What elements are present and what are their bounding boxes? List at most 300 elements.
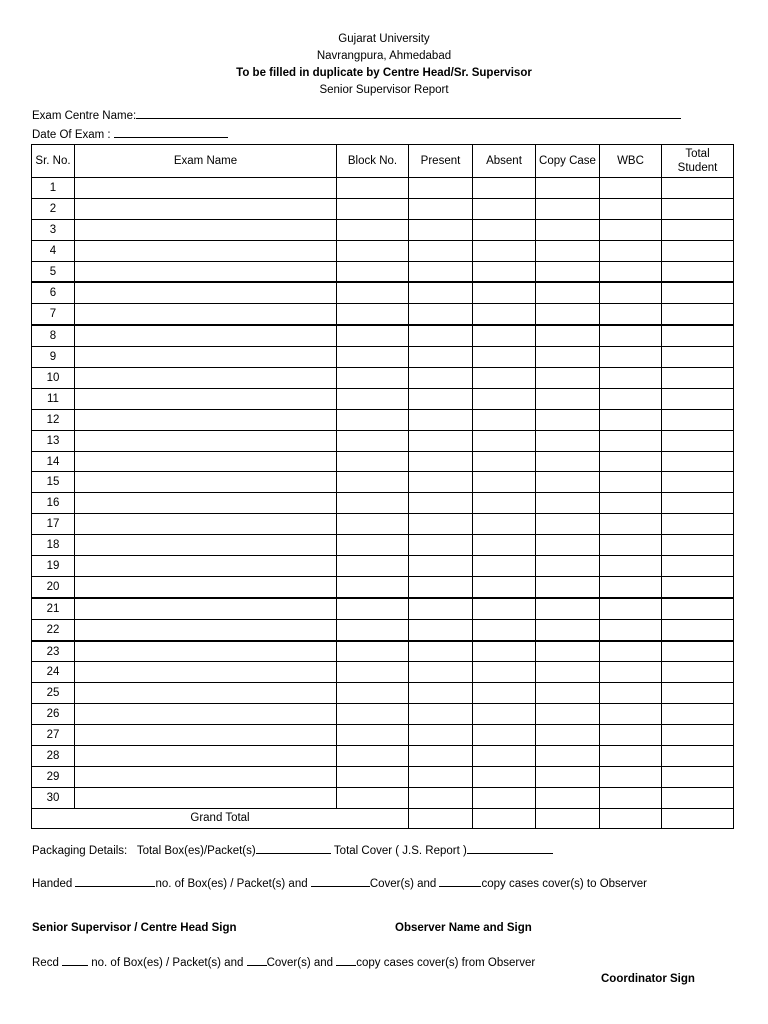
grand-total-cell[interactable] [662,808,734,828]
received-prefix: Recd [32,957,63,969]
sr-no-cell: 20 [32,576,75,597]
handed-part3: copy cases cover(s) to Observer [481,878,648,890]
handed-part2: Cover(s) and [369,878,440,890]
sr-no-cell: 27 [32,725,75,746]
entry-cell[interactable] [75,219,337,240]
entry-cell[interactable] [337,683,409,704]
entry-cell[interactable] [536,514,600,535]
entry-cell[interactable] [337,662,409,683]
entry-cell[interactable] [75,451,337,472]
exam-date-blank[interactable] [114,126,228,138]
entry-cell[interactable] [75,282,337,303]
entry-cell[interactable] [337,493,409,514]
entry-cell[interactable] [337,704,409,725]
entry-cell[interactable] [409,178,473,199]
entry-cell[interactable] [536,240,600,261]
entry-cell[interactable] [600,430,662,451]
entry-cell[interactable] [409,662,473,683]
entry-cell[interactable] [409,619,473,640]
entry-cell[interactable] [337,598,409,619]
col-header: Copy Case [536,145,600,178]
entry-cell[interactable] [337,472,409,493]
received-boxes-blank[interactable] [62,954,88,966]
entry-cell[interactable] [600,641,662,662]
entry-cell[interactable] [337,619,409,640]
col-header: Exam Name [75,145,337,178]
table-row [32,304,734,325]
entry-cell[interactable] [536,347,600,368]
table-row [32,198,734,219]
sr-no-cell: 12 [32,409,75,430]
entry-cell[interactable] [473,451,536,472]
exam-centre-blank[interactable] [136,107,681,119]
col-header: Block No. [337,145,409,178]
entry-cell[interactable] [473,576,536,597]
entry-cell[interactable] [536,662,600,683]
entry-cell[interactable] [600,766,662,787]
entry-cell[interactable] [600,198,662,219]
entry-cell[interactable] [409,683,473,704]
received-part1: no. of Box(es) / Packet(s) and [88,957,247,969]
entry-cell[interactable] [600,746,662,767]
entry-cell[interactable] [536,704,600,725]
entry-cell[interactable] [75,535,337,556]
entry-cell[interactable] [600,619,662,640]
entry-cell[interactable] [473,766,536,787]
entry-cell[interactable] [75,261,337,282]
entry-cell[interactable] [409,725,473,746]
col-header: Total Student [662,145,734,178]
entry-cell[interactable] [473,368,536,389]
entry-cell[interactable] [600,409,662,430]
table-row [32,430,734,451]
entry-cell[interactable] [337,178,409,199]
entry-cell[interactable] [662,219,734,240]
entry-cell[interactable] [75,619,337,640]
entry-cell[interactable] [473,514,536,535]
entry-cell[interactable] [75,641,337,662]
entry-cell[interactable] [473,240,536,261]
entry-cell[interactable] [662,493,734,514]
table-row [32,409,734,430]
table-row [32,662,734,683]
entry-cell[interactable] [600,368,662,389]
entry-cell[interactable] [337,347,409,368]
entry-cell[interactable] [75,725,337,746]
table-row [32,598,734,619]
packaging-label: Packaging Details: [32,845,128,857]
entry-cell[interactable] [536,725,600,746]
entry-cell[interactable] [75,368,337,389]
sr-no-cell: 9 [32,347,75,368]
entry-cell[interactable] [536,368,600,389]
packaging-details [32,842,553,859]
entry-cell[interactable] [75,430,337,451]
entry-cell[interactable] [536,576,600,597]
table-body [32,178,734,809]
exam-centre-field [32,107,681,124]
entry-cell[interactable] [662,746,734,767]
table-row [32,641,734,662]
entry-cell[interactable] [473,493,536,514]
entry-cell[interactable] [75,304,337,325]
entry-cell[interactable] [536,178,600,199]
grand-total-cell[interactable] [600,808,662,828]
entry-cell[interactable] [600,347,662,368]
entry-cell[interactable] [600,662,662,683]
entry-cell[interactable] [473,619,536,640]
entry-cell[interactable] [600,240,662,261]
table-row [32,472,734,493]
entry-cell[interactable] [473,787,536,808]
entry-cell[interactable] [473,725,536,746]
table-row [32,619,734,640]
entry-cell[interactable] [662,725,734,746]
entry-cell[interactable] [75,178,337,199]
packaging-cover-label: Total Cover ( J.S. Report ) [333,845,467,857]
entry-cell[interactable] [662,430,734,451]
entry-cell[interactable] [536,619,600,640]
entry-cell[interactable] [409,261,473,282]
entry-cell[interactable] [536,598,600,619]
table-row [32,368,734,389]
entry-cell[interactable] [75,598,337,619]
entry-cell[interactable] [337,282,409,303]
entry-cell[interactable] [662,368,734,389]
entry-cell[interactable] [409,598,473,619]
sr-no-cell: 16 [32,493,75,514]
entry-cell[interactable] [473,347,536,368]
entry-cell[interactable] [662,178,734,199]
grand-total-row [32,808,734,828]
entry-cell[interactable] [75,240,337,261]
sr-no-cell: 22 [32,619,75,640]
entry-cell[interactable] [600,556,662,577]
sr-no-cell: 6 [32,282,75,303]
fill-instruction: To be filled in duplicate by Centre Head/Sr. Supervisor [236,67,532,79]
entry-cell[interactable] [409,240,473,261]
entry-cell[interactable] [75,347,337,368]
entry-cell[interactable] [473,430,536,451]
entry-cell[interactable] [473,683,536,704]
entry-cell[interactable] [409,388,473,409]
table-row [32,683,734,704]
entry-cell[interactable] [409,368,473,389]
university-name: Gujarat University [338,33,430,45]
entry-cell[interactable] [473,472,536,493]
entry-cell[interactable] [662,576,734,597]
handed-boxes-blank[interactable] [75,875,155,887]
entry-cell[interactable] [409,576,473,597]
entry-cell[interactable] [75,198,337,219]
entry-cell[interactable] [337,535,409,556]
university-address: Navrangpura, Ahmedabad [316,50,452,62]
entry-cell[interactable] [662,598,734,619]
entry-cell[interactable] [75,493,337,514]
table-row [32,704,734,725]
exam-centre-label: Exam Centre Name: [32,110,137,122]
grand-total-cell[interactable] [536,808,600,828]
entry-cell[interactable] [662,704,734,725]
entry-cell[interactable] [536,430,600,451]
entry-cell[interactable] [600,304,662,325]
packaging-boxes-blank[interactable] [256,842,331,854]
entry-cell[interactable] [409,219,473,240]
entry-cell[interactable] [409,198,473,219]
entry-cell[interactable] [600,261,662,282]
col-header: Present [409,145,473,178]
entry-cell[interactable] [600,683,662,704]
entry-cell[interactable] [473,556,536,577]
entry-cell[interactable] [600,704,662,725]
table-row [32,556,734,577]
grand-total-cell[interactable] [409,808,473,828]
sr-no-cell: 19 [32,556,75,577]
sr-no-cell: 30 [32,787,75,808]
entry-cell[interactable] [662,261,734,282]
entry-cell[interactable] [409,409,473,430]
entry-cell[interactable] [600,493,662,514]
entry-cell[interactable] [662,619,734,640]
entry-cell[interactable] [473,662,536,683]
sr-no-cell: 4 [32,240,75,261]
entry-cell[interactable] [337,514,409,535]
entry-cell[interactable] [600,178,662,199]
entry-cell[interactable] [409,766,473,787]
entry-cell[interactable] [600,325,662,346]
sr-no-cell: 14 [32,451,75,472]
table-row [32,576,734,597]
entry-cell[interactable] [75,514,337,535]
entry-cell[interactable] [473,198,536,219]
received-part2: Cover(s) and [266,957,337,969]
entry-cell[interactable] [473,598,536,619]
entry-cell[interactable] [600,451,662,472]
entry-cell[interactable] [662,282,734,303]
entry-cell[interactable] [600,535,662,556]
sr-no-cell: 5 [32,261,75,282]
entry-cell[interactable] [337,325,409,346]
entry-cell[interactable] [75,746,337,767]
entry-cell[interactable] [536,493,600,514]
col-header: Absent [473,145,536,178]
entry-cell[interactable] [337,240,409,261]
handed-part1: no. of Box(es) / Packet(s) and [155,878,311,890]
entry-cell[interactable] [536,219,600,240]
entry-cell[interactable] [75,766,337,787]
entry-cell[interactable] [75,325,337,346]
entry-cell[interactable] [409,472,473,493]
sr-no-cell: 29 [32,766,75,787]
entry-cell[interactable] [536,409,600,430]
entry-cell[interactable] [536,641,600,662]
entry-cell[interactable] [337,304,409,325]
entry-cell[interactable] [337,641,409,662]
grand-total-cell[interactable] [473,808,536,828]
entry-cell[interactable] [473,704,536,725]
entry-cell[interactable] [536,472,600,493]
entry-cell[interactable] [536,261,600,282]
entry-cell[interactable] [337,746,409,767]
entry-cell[interactable] [409,787,473,808]
entry-cell[interactable] [662,662,734,683]
entry-cell[interactable] [536,535,600,556]
entry-cell[interactable] [536,198,600,219]
entry-cell[interactable] [662,451,734,472]
entry-cell[interactable] [409,325,473,346]
entry-cell[interactable] [337,388,409,409]
packaging-boxes-label: Total Box(es)/Packet(s) [136,845,256,857]
table-row [32,451,734,472]
entry-cell[interactable] [337,219,409,240]
entry-cell[interactable] [75,472,337,493]
entry-cell[interactable] [662,240,734,261]
entry-cell[interactable] [337,725,409,746]
entry-cell[interactable] [600,787,662,808]
entry-cell[interactable] [662,535,734,556]
handed-copycase-blank[interactable] [439,875,481,887]
entry-cell[interactable] [536,451,600,472]
entry-cell[interactable] [473,535,536,556]
entry-cell[interactable] [600,514,662,535]
entry-cell[interactable] [473,325,536,346]
entry-cell[interactable] [662,683,734,704]
entry-cell[interactable] [409,430,473,451]
entry-cell[interactable] [337,430,409,451]
entry-cell[interactable] [337,368,409,389]
entry-cell[interactable] [75,683,337,704]
entry-cell[interactable] [662,787,734,808]
table-row [32,514,734,535]
entry-cell[interactable] [473,304,536,325]
entry-cell[interactable] [536,282,600,303]
entry-cell[interactable] [337,261,409,282]
entry-cell[interactable] [662,641,734,662]
entry-cell[interactable] [600,472,662,493]
entry-cell[interactable] [473,641,536,662]
entry-cell[interactable] [473,178,536,199]
entry-cell[interactable] [409,746,473,767]
table-row [32,261,734,282]
entry-cell[interactable] [409,493,473,514]
supervisor-sign-label: Senior Supervisor / Centre Head Sign [32,922,237,934]
entry-cell[interactable] [337,451,409,472]
handed-prefix: Handed [32,878,76,890]
grand-total-label: Grand Total [32,808,409,828]
sr-no-cell: 25 [32,683,75,704]
entry-cell[interactable] [662,347,734,368]
table-row [32,725,734,746]
handed-line [32,875,647,892]
entry-cell[interactable] [662,556,734,577]
entry-cell[interactable] [75,787,337,808]
entry-cell[interactable] [409,704,473,725]
entry-cell[interactable] [600,219,662,240]
entry-cell[interactable] [536,304,600,325]
entry-cell[interactable] [536,683,600,704]
entry-cell[interactable] [337,409,409,430]
table-row [32,282,734,303]
entry-cell[interactable] [473,282,536,303]
sr-no-cell: 10 [32,368,75,389]
entry-cell[interactable] [536,325,600,346]
entry-cell[interactable] [662,409,734,430]
entry-cell[interactable] [409,347,473,368]
entry-cell[interactable] [409,304,473,325]
entry-cell[interactable] [600,388,662,409]
sr-no-cell: 23 [32,641,75,662]
entry-cell[interactable] [536,556,600,577]
observer-sign-label: Observer Name and Sign [395,922,532,934]
entry-cell[interactable] [473,409,536,430]
entry-cell[interactable] [337,787,409,808]
entry-cell[interactable] [473,746,536,767]
entry-cell[interactable] [662,472,734,493]
entry-cell[interactable] [536,388,600,409]
entry-cell[interactable] [473,261,536,282]
entry-cell[interactable] [536,787,600,808]
entry-cell[interactable] [75,662,337,683]
entry-cell[interactable] [337,198,409,219]
entry-cell[interactable] [662,514,734,535]
sr-no-cell: 24 [32,662,75,683]
entry-cell[interactable] [662,766,734,787]
table-header-row [32,145,734,178]
entry-cell[interactable] [536,766,600,787]
entry-cell[interactable] [409,641,473,662]
received-line [32,954,535,971]
entry-cell[interactable] [337,576,409,597]
packaging-cover-blank[interactable] [467,842,553,854]
entry-cell[interactable] [409,535,473,556]
sr-no-cell: 1 [32,178,75,199]
entry-cell[interactable] [75,704,337,725]
report-table [31,144,734,829]
entry-cell[interactable] [409,451,473,472]
table-row [32,535,734,556]
entry-cell[interactable] [536,746,600,767]
entry-cell[interactable] [409,514,473,535]
handed-cover-blank[interactable] [311,875,370,887]
sr-no-cell: 28 [32,746,75,767]
entry-cell[interactable] [75,556,337,577]
entry-cell[interactable] [662,388,734,409]
received-part3: copy cases cover(s) from Observer [356,957,536,969]
entry-cell[interactable] [409,282,473,303]
entry-cell[interactable] [662,198,734,219]
entry-cell[interactable] [600,576,662,597]
entry-cell[interactable] [473,388,536,409]
sr-no-cell: 7 [32,304,75,325]
entry-cell[interactable] [337,556,409,577]
entry-cell[interactable] [662,325,734,346]
entry-cell[interactable] [600,598,662,619]
entry-cell[interactable] [662,304,734,325]
received-copycase-blank[interactable] [336,954,356,966]
sr-no-cell: 11 [32,388,75,409]
entry-cell[interactable] [409,556,473,577]
entry-cell[interactable] [600,725,662,746]
col-header: Sr. No. [32,145,75,178]
entry-cell[interactable] [473,219,536,240]
received-cover-blank[interactable] [247,954,267,966]
entry-cell[interactable] [600,282,662,303]
entry-cell[interactable] [75,576,337,597]
entry-cell[interactable] [337,766,409,787]
exam-date-label: Date Of Exam : [32,129,114,141]
entry-cell[interactable] [75,409,337,430]
entry-cell[interactable] [75,388,337,409]
